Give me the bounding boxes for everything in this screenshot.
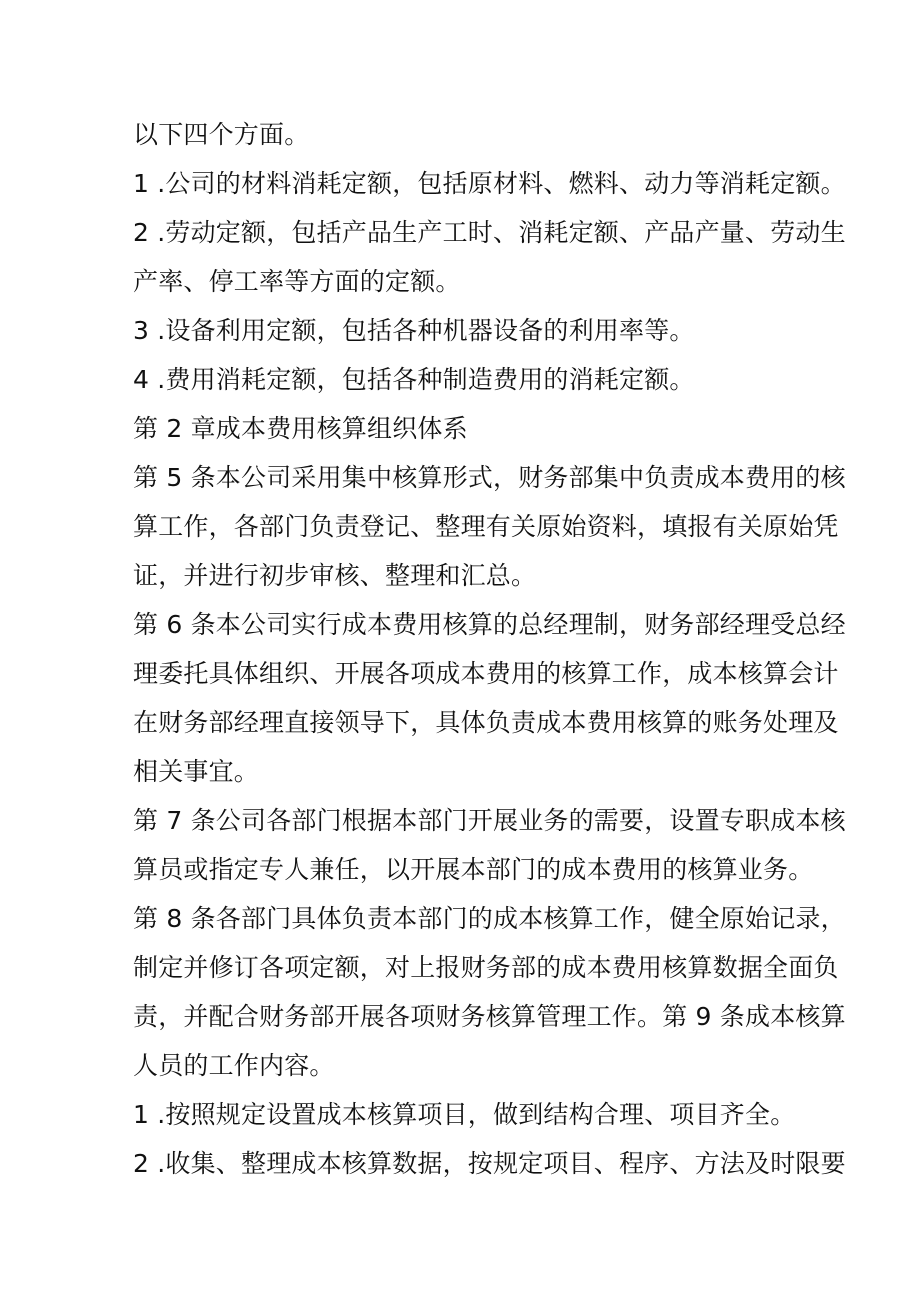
- text-line: 算工作，各部门负责登记、整理有关原始资料，填报有关原始凭: [133, 512, 839, 541]
- document-body: [133, 110, 846, 1188]
- text-line: 相关事宜。: [133, 757, 260, 786]
- text-line: 第 8 条各部门具体负责本部门的成本核算工作，健全原始记录，: [133, 904, 846, 933]
- text-line: 第 5 条本公司采用集中核算形式，财务部集中负责成本费用的核: [133, 463, 846, 492]
- chapter-heading: 第 2 章成本费用核算组织体系: [133, 414, 468, 443]
- text-line: 产率、停工率等方面的定额。: [133, 267, 461, 296]
- text-line: 制定并修订各项定额，对上报财务部的成本费用核算数据全面负: [133, 953, 839, 982]
- text-line: 理委托具体组织、开展各项成本费用的核算工作，成本核算会计: [133, 659, 839, 688]
- text-line: 2 .收集、整理成本核算数据，按规定项目、程序、方法及时限要: [133, 1149, 846, 1178]
- text-line: 4 .费用消耗定额，包括各种制造费用的消耗定额。: [133, 365, 695, 394]
- text-line: 1 .公司的材料消耗定额，包括原材料、燃料、动力等消耗定额。: [133, 169, 846, 198]
- text-line: 2 .劳动定额，包括产品生产工时、消耗定额、产品产量、劳动生: [133, 218, 846, 247]
- text-line: 1 .按照规定设置成本核算项目，做到结构合理、项目齐全。: [133, 1100, 796, 1129]
- text-line: 算员或指定专人兼任，以开展本部门的成本费用的核算业务。: [133, 855, 814, 884]
- text-line: 3 .设备利用定额，包括各种机器设备的利用率等。: [133, 316, 695, 345]
- text-line: 人员的工作内容。: [133, 1051, 335, 1080]
- text-line: 在财务部经理直接领导下，具体负责成本费用核算的账务处理及: [133, 708, 839, 737]
- text-line: 第 7 条公司各部门根据本部门开展业务的需要，设置专职成本核: [133, 806, 846, 835]
- text-line: 责，并配合财务部开展各项财务核算管理工作。第 9 条成本核算: [133, 1002, 846, 1031]
- text-line: 证，并进行初步审核、整理和汇总。: [133, 561, 537, 590]
- text-line: 第 6 条本公司实行成本费用核算的总经理制，财务部经理受总经: [133, 610, 846, 639]
- text-line: 以下四个方面。: [133, 120, 310, 149]
